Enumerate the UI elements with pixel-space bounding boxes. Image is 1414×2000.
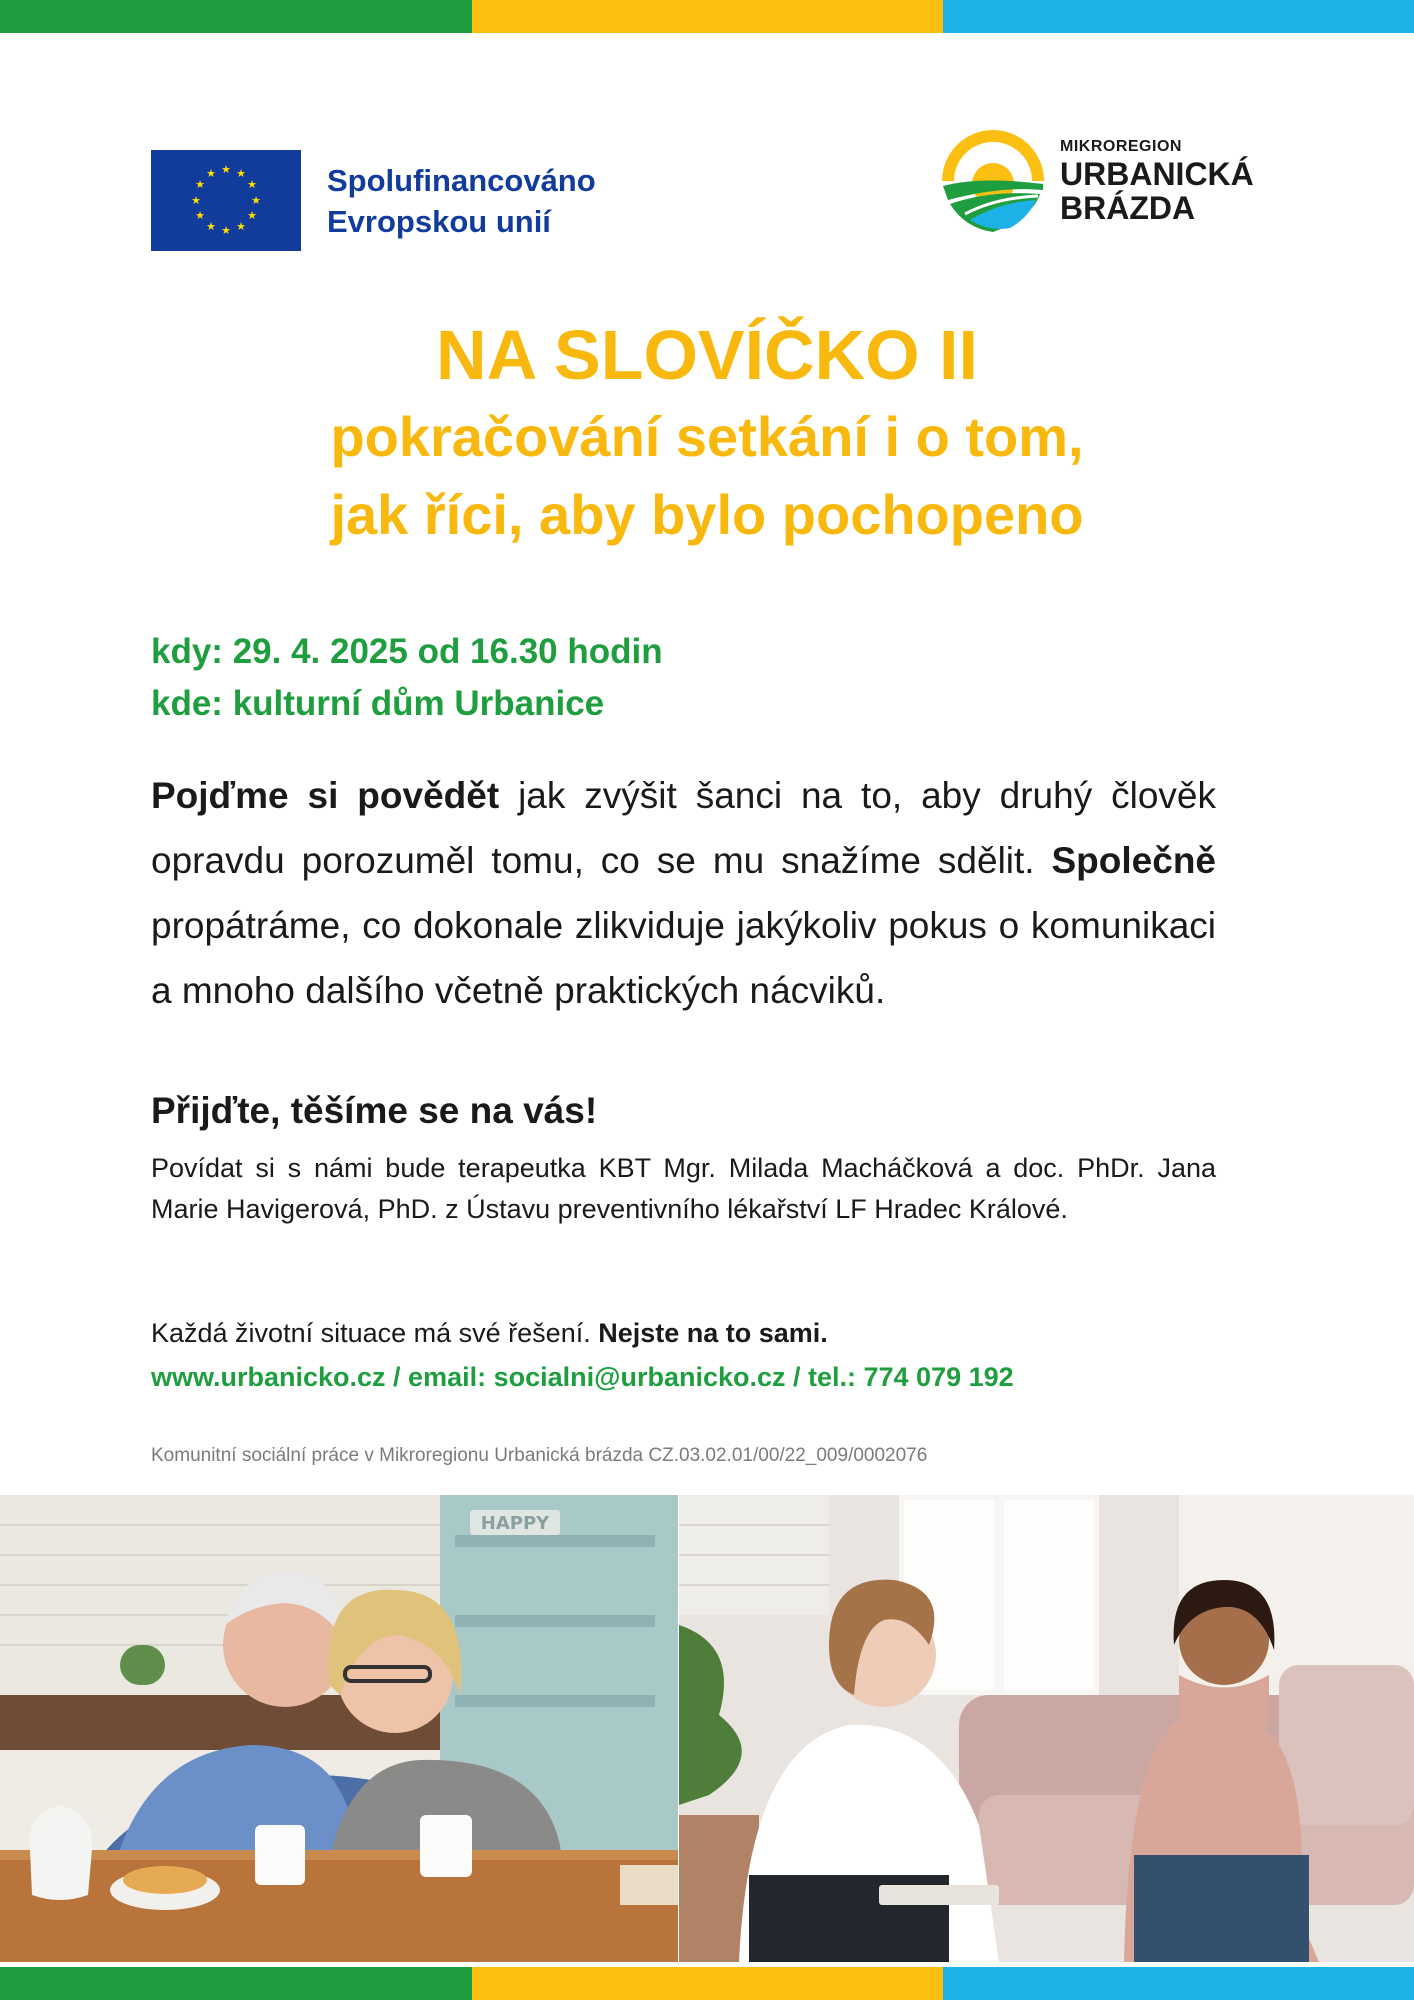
bottom-color-stripe xyxy=(0,1967,1414,2000)
stripe-yellow xyxy=(472,1967,943,2000)
svg-text:★: ★ xyxy=(221,163,231,176)
speakers-info: Povídat si s námi bude terapeutka KBT Mgr. Milada Macháčková a doc. PhDr. Jana Marie Havigerová, PhD. z Ústavu preventivního lékařství LF Hradec Králové. xyxy=(151,1153,1216,1224)
svg-text:★: ★ xyxy=(191,194,201,207)
stripe-green xyxy=(0,1967,472,2000)
top-color-stripe xyxy=(0,0,1414,33)
svg-text:★: ★ xyxy=(206,167,216,180)
eu-text-line2: Evropskou unií xyxy=(327,203,551,239)
microregion-name-line2: BRÁZDA xyxy=(1060,190,1196,226)
support-bold-text: Nejste na to sami. xyxy=(598,1318,828,1348)
svg-text:★: ★ xyxy=(195,209,205,222)
eu-text-line1: Spolufinancováno xyxy=(327,162,596,198)
microregion-label: MIKROREGION xyxy=(1060,138,1182,155)
call-to-action: Přijďte, těšíme se na vás! xyxy=(151,1090,598,1131)
stripe-green xyxy=(0,0,472,33)
svg-text:★: ★ xyxy=(247,178,257,191)
support-message xyxy=(151,1313,828,1353)
eu-flag-icon xyxy=(151,150,301,251)
svg-text:★: ★ xyxy=(236,167,246,180)
svg-text:★: ★ xyxy=(251,194,261,207)
svg-text:★: ★ xyxy=(247,209,257,222)
description-bold-intro: Pojďme si povědět xyxy=(151,775,500,816)
eu-cofunding-logo xyxy=(151,150,596,251)
description-bold-together: Společně xyxy=(1051,840,1216,881)
event-title: NA SLOVÍČKO II xyxy=(436,316,978,394)
svg-text:★: ★ xyxy=(195,178,205,191)
event-details xyxy=(151,626,663,730)
event-when: kdy: 29. 4. 2025 od 16.30 hodin xyxy=(151,632,663,671)
project-reference: Komunitní sociální práce v Mikroregionu Urbanická brázda CZ.03.02.01/00/22_009/0002076 xyxy=(151,1445,928,1466)
stripe-yellow xyxy=(472,0,943,33)
photo-senior-couple xyxy=(0,1495,678,1962)
photo-counseling-session xyxy=(679,1495,1414,1962)
svg-text:★: ★ xyxy=(206,220,216,233)
stripe-blue xyxy=(943,0,1414,33)
contact-line: www.urbanicko.cz / email: socialni@urbanicko.cz / tel.: 774 079 192 xyxy=(151,1362,1014,1392)
microregion-name-line1: URBANICKÁ xyxy=(1060,156,1254,192)
svg-text:★: ★ xyxy=(221,224,231,237)
event-subtitle-line1: pokračování setkání i o tom, xyxy=(330,405,1084,468)
photo-sign-text: HAPPY xyxy=(480,1513,550,1534)
description-text-2: propátráme, co dokonale zlikviduje jakýkoliv pokus o komunikaci a mnoho dalšího včetně praktických nácviků. xyxy=(151,905,1216,1011)
event-where: kde: kulturní dům Urbanice xyxy=(151,684,605,723)
event-subtitle-line2: jak říci, aby bylo pochopeno xyxy=(330,483,1084,546)
event-description xyxy=(151,763,1216,1023)
eu-cofunding-text xyxy=(327,160,596,242)
stripe-blue xyxy=(943,1967,1414,2000)
description-text-1: jak zvýšit šanci na to, aby druhý člověk opravdu porozuměl tomu, co se mu snažíme sdělit. xyxy=(151,775,1216,881)
support-text: Každá životní situace má své řešení. xyxy=(151,1318,599,1348)
microregion-logo xyxy=(940,128,1254,234)
event-title-block xyxy=(0,312,1414,554)
svg-text:★: ★ xyxy=(236,220,246,233)
microregion-sun-field-icon xyxy=(940,128,1046,234)
